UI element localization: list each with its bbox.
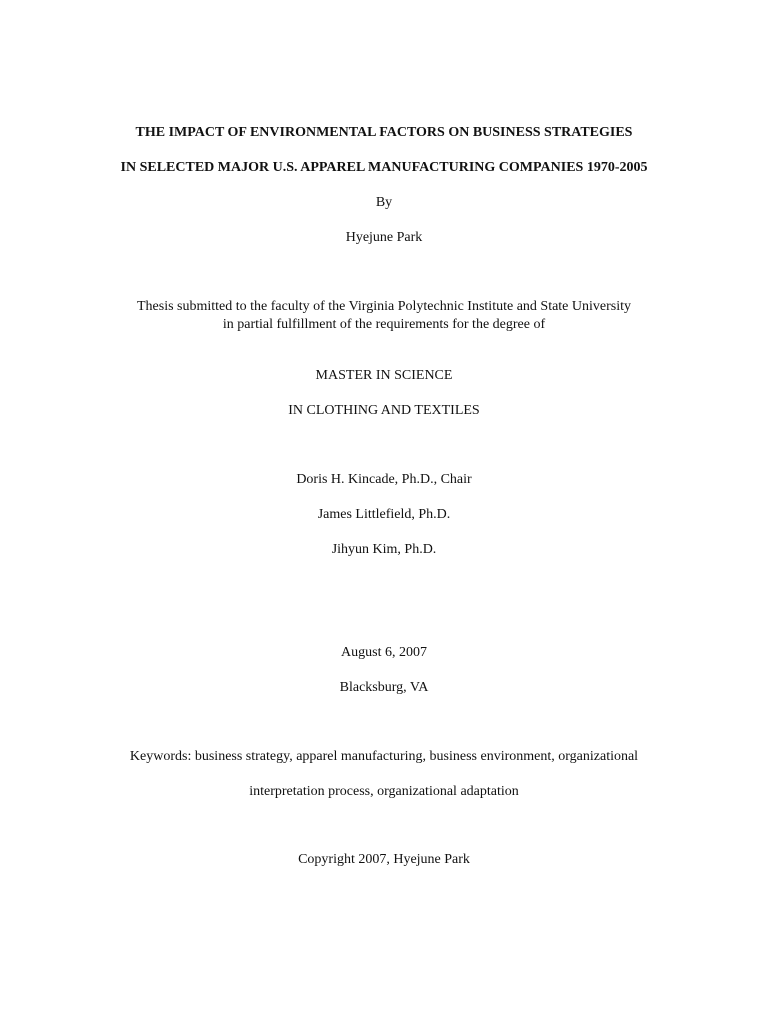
location: Blacksburg, VA: [339, 680, 429, 695]
by-label: By: [375, 195, 393, 210]
degree-line-1: MASTER IN SCIENCE: [315, 368, 453, 383]
committee-chair: Doris H. Kincade, Ph.D., Chair: [296, 472, 472, 487]
submission-date: August 6, 2007: [341, 645, 427, 660]
committee-member: Jihyun Kim, Ph.D.: [331, 542, 437, 557]
submission-statement-line-1: Thesis submitted to the faculty of the Virginia Polytechnic Institute and State University: [137, 299, 631, 314]
author-name: Hyejune Park: [345, 230, 423, 245]
degree-line-2: IN CLOTHING AND TEXTILES: [288, 403, 480, 418]
copyright-notice: Copyright 2007, Hyejune Park: [298, 852, 470, 867]
submission-statement-line-2: in partial fulfillment of the requirements for the degree of: [222, 317, 546, 332]
committee-member: James Littlefield, Ph.D.: [317, 507, 451, 522]
thesis-title-line-1: THE IMPACT OF ENVIRONMENTAL FACTORS ON BUSINESS STRATEGIES: [135, 125, 633, 140]
thesis-title-line-2: IN SELECTED MAJOR U.S. APPAREL MANUFACTURING COMPANIES 1970-2005: [120, 160, 648, 175]
keywords-line-2: interpretation process, organizational adaptation: [249, 784, 519, 799]
keywords-line-1: Keywords: business strategy, apparel manufacturing, business environment, organizational: [129, 749, 639, 764]
